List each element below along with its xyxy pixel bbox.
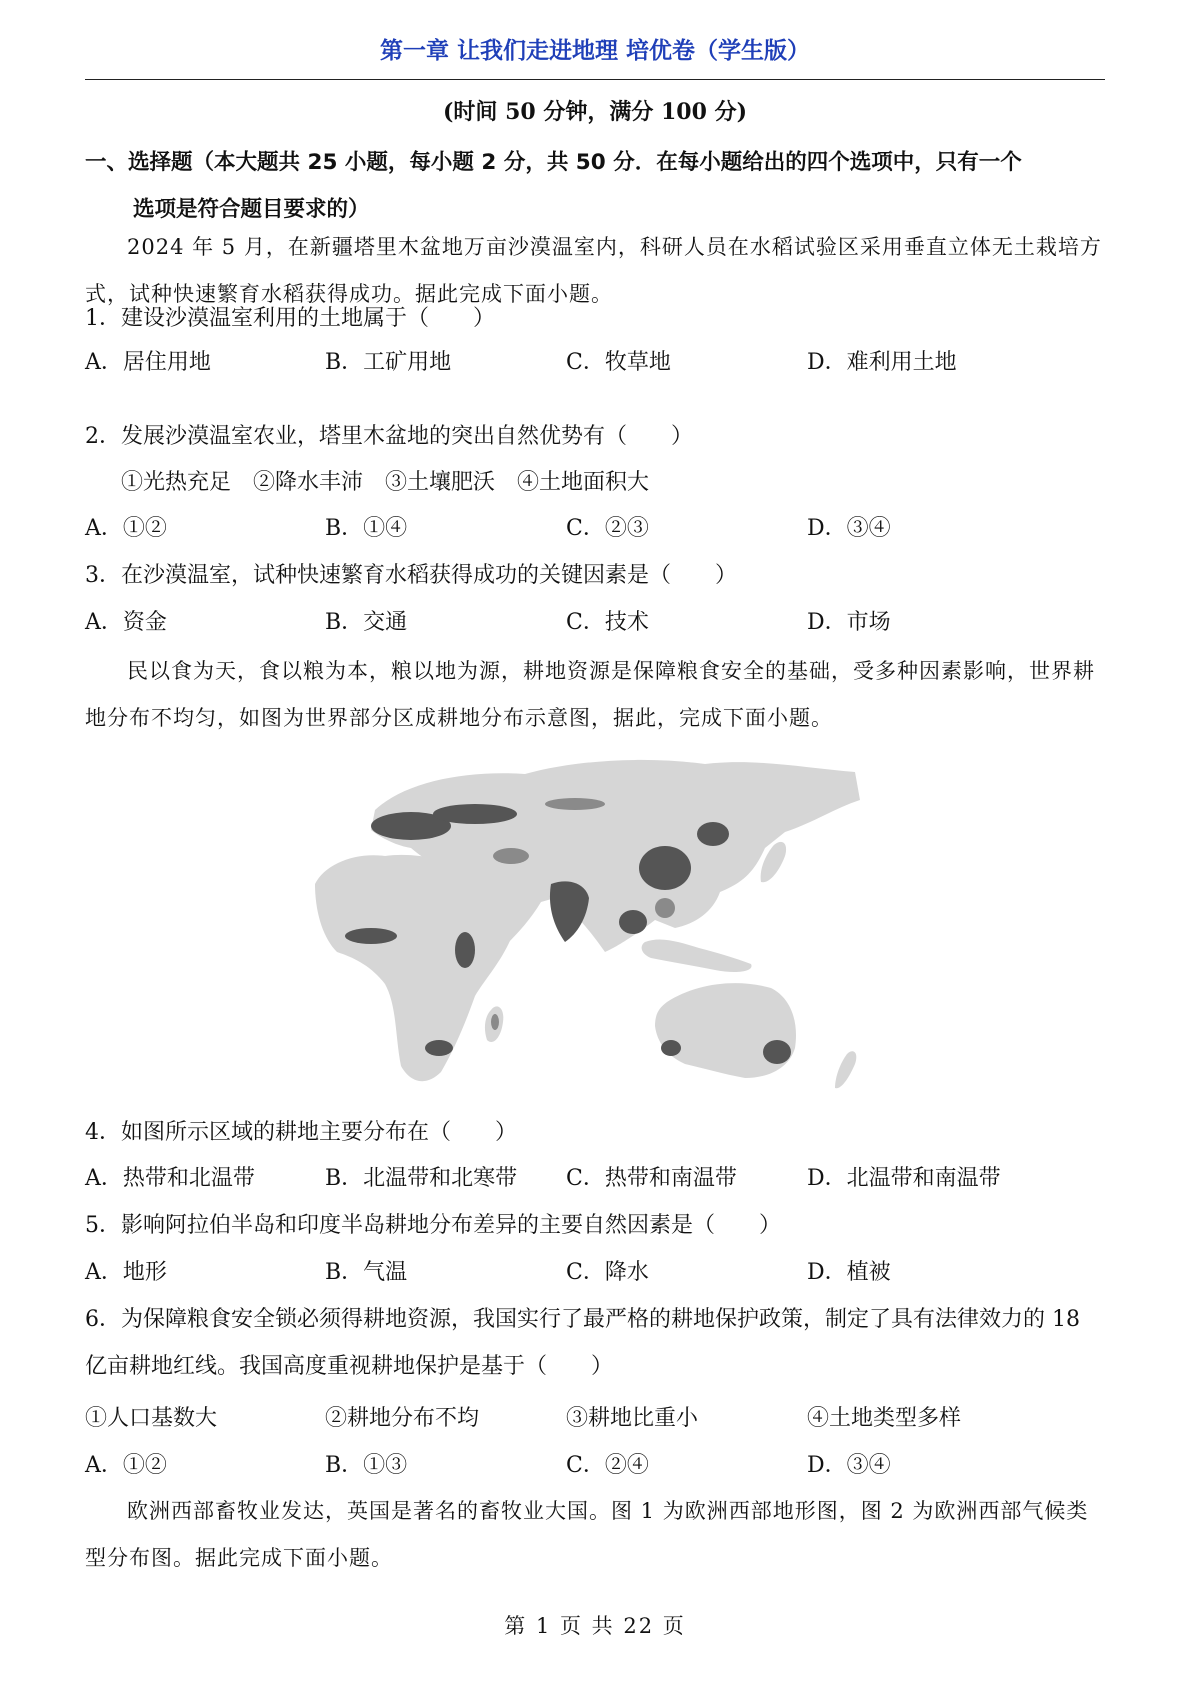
- option-c: C．技术: [566, 610, 649, 635]
- question-5-stem: 5．影响阿拉伯半岛和印度半岛耕地分布差异的主要自然因素是（ ）: [85, 1213, 781, 1238]
- option-a: A．热带和北温带: [85, 1166, 255, 1191]
- item-1: ①人口基数大: [85, 1406, 218, 1431]
- option-b: B．北温带和北寒带: [325, 1166, 518, 1191]
- option-c: C．热带和南温带: [566, 1166, 737, 1191]
- option-c: C．②③: [566, 516, 649, 541]
- option-d: D．③④: [807, 1453, 891, 1478]
- question-1-stem: 1．建设沙漠温室利用的土地属于（ ）: [85, 306, 495, 331]
- item-2: ②耕地分布不均: [325, 1406, 480, 1431]
- question-2-stem: 2．发展沙漠温室农业，塔里木盆地的突出自然优势有（ ）: [85, 424, 693, 449]
- option-a: A．资金: [85, 610, 167, 635]
- option-d: D．难利用土地: [807, 350, 957, 375]
- south-africa-cropland: [425, 1040, 453, 1056]
- new-zealand-landmass: [835, 1051, 856, 1088]
- section-heading-line1: 一、选择题（本大题共 25 小题，每小题 2 分，共 50 分．在每小题给出的四个选项中，只有一个: [85, 150, 1022, 175]
- question-2-items: ①光热充足 ②降水丰沛 ③土壤肥沃 ④土地面积大: [121, 470, 650, 495]
- option-b: B．①④: [325, 516, 408, 541]
- ukraine-russia-cropland: [433, 804, 517, 824]
- madagascar-cropland: [491, 1014, 499, 1030]
- question-4-stem: 4．如图所示区域的耕地主要分布在（ ）: [85, 1120, 517, 1145]
- page-footer: 第 1 页 共 22 页: [504, 1614, 686, 1638]
- question-5-options: [85, 1258, 1105, 1288]
- option-a: A．地形: [85, 1260, 167, 1285]
- question-6-options: [85, 1451, 1105, 1481]
- option-c: C．牧草地: [566, 350, 671, 375]
- exam-time-score: (时间 50 分钟，满分 100 分): [443, 99, 747, 125]
- option-a: A．居住用地: [85, 350, 211, 375]
- question-2-options: [85, 514, 1105, 544]
- option-d: D．植被: [807, 1260, 891, 1285]
- west-africa-cropland: [345, 928, 397, 944]
- option-b: B．气温: [325, 1260, 408, 1285]
- option-d: D．市场: [807, 610, 891, 635]
- east-africa-cropland: [455, 932, 475, 968]
- item-4: ④土地类型多样: [807, 1406, 962, 1431]
- siberia-cropland: [545, 798, 605, 810]
- question-1-options: [85, 348, 1105, 378]
- world-cropland-map: [315, 752, 875, 1112]
- header-divider: [85, 79, 1105, 80]
- india-cropland: [550, 881, 589, 942]
- north-china-cropland: [639, 846, 691, 890]
- section-heading: [85, 139, 1105, 233]
- material-paragraph-1: 2024 年 5 月，在新疆塔里木盆地万亩沙漠温室内，科研人员在水稻试验区采用垂直立体无土栽培方式，试种快速繁育水稻获得成功。据此完成下面小题。: [85, 235, 1102, 306]
- middle-east-cropland: [493, 848, 529, 864]
- question-3-stem: 3．在沙漠温室，试种快速繁育水稻获得成功的关键因素是（ ）: [85, 563, 737, 588]
- question-6-items: [85, 1404, 1105, 1434]
- question-3-options: [85, 608, 1105, 638]
- southeast-asia-cropland: [619, 910, 647, 934]
- southwest-australia-cropland: [661, 1040, 681, 1056]
- option-b: B．交通: [325, 610, 408, 635]
- southeast-australia-cropland: [763, 1040, 791, 1064]
- question-6-stem: 6．为保障粮食安全锁必须得耕地资源，我国实行了最严格的耕地保护政策，制定了具有法律效力的 18 亿亩耕地红线。我国高度重视耕地保护是基于（ ）: [85, 1307, 1080, 1379]
- option-b: B．①③: [325, 1453, 408, 1478]
- option-c: C．②④: [566, 1453, 649, 1478]
- indochina-cropland: [655, 898, 675, 918]
- option-d: D．北温带和南温带: [807, 1166, 1001, 1191]
- section-heading-line2: 选项是符合题目要求的）: [133, 197, 370, 222]
- material-paragraph-3: 欧洲西部畜牧业发达，英国是著名的畜牧业大国。图 1 为欧洲西部地形图，图 2 为欧洲西部气候类型分布图。据此完成下面小题。: [85, 1499, 1089, 1570]
- material-paragraph-2: 民以食为天，食以粮为本，粮以地为源，耕地资源是保障粮食安全的基础，受多种因素影响，世界耕地分布不均匀，如图为世界部分区成耕地分布示意图，据此，完成下面小题。: [85, 659, 1095, 730]
- item-3: ③耕地比重小: [566, 1406, 699, 1431]
- option-a: A．①②: [85, 1453, 167, 1478]
- northeast-china-cropland: [697, 822, 729, 846]
- question-4-options: [85, 1164, 1105, 1194]
- option-d: D．③④: [807, 516, 891, 541]
- southeast-asia-islands: [642, 940, 752, 972]
- page-title: 第一章 让我们走进地理 培优卷（学生版）: [379, 38, 810, 64]
- option-b: B．工矿用地: [325, 350, 452, 375]
- option-c: C．降水: [566, 1260, 649, 1285]
- option-a: A．①②: [85, 516, 167, 541]
